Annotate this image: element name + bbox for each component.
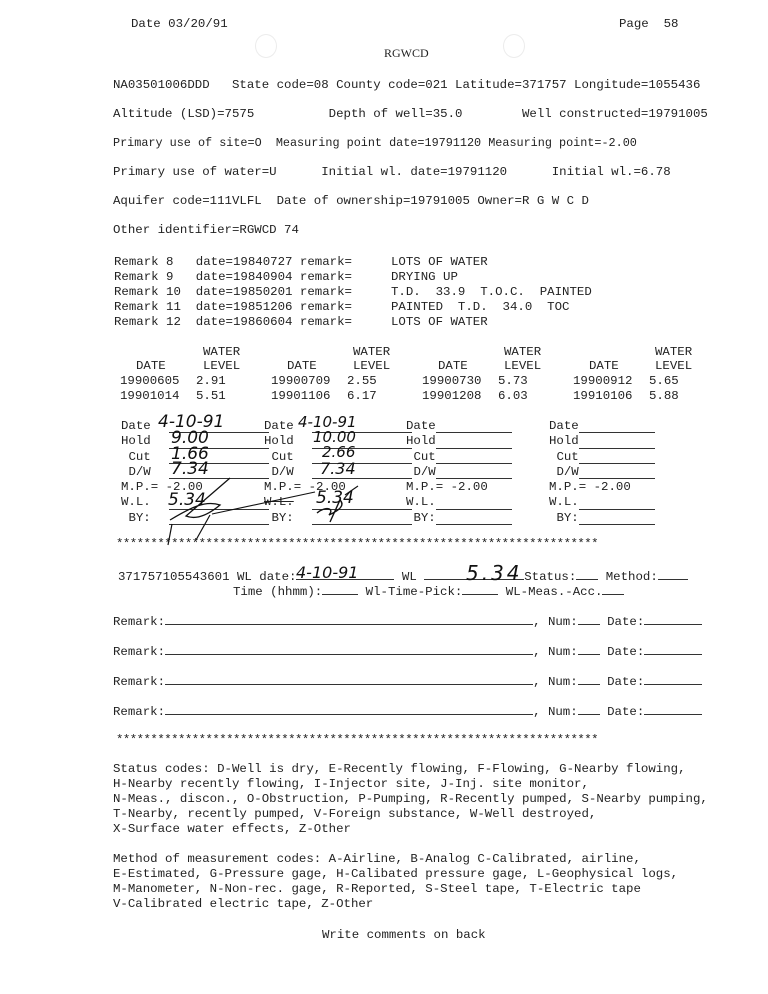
wl-label: W.L. <box>549 495 579 510</box>
dw-field[interactable] <box>436 478 512 479</box>
handwritten-wl: 5.34 <box>316 488 354 508</box>
num-field[interactable] <box>578 643 600 655</box>
time-pick-label: Wl-Time-Pick: <box>365 585 463 599</box>
site-line-1: NA03501006DDD State code=08 County code=021 Latitude=371757 Longitude=1055436 <box>113 78 701 92</box>
entry-line-2 <box>233 583 624 599</box>
remark-key: remark= <box>299 300 352 314</box>
date-label: Date: <box>607 615 645 629</box>
cut-label: Cut <box>556 449 579 464</box>
mp-label: M.P.= -2.00 <box>264 480 346 495</box>
date-field[interactable] <box>644 703 702 715</box>
col-header-water: WATER <box>504 345 542 359</box>
handwritten-cut: 2.66 <box>322 443 356 461</box>
handwritten-date: 4-10-91 <box>158 412 225 432</box>
wl-date: 19910106 <box>573 389 633 403</box>
measurement-box-3 <box>406 419 488 526</box>
wl-value: 5.73 <box>498 374 528 388</box>
num-field[interactable] <box>578 673 600 685</box>
wl-label: W.L. <box>406 495 436 510</box>
remark-key: remark= <box>299 285 352 299</box>
remark-form-label: Remark: <box>113 675 166 689</box>
hold-label: Hold <box>549 434 579 449</box>
remark-key: remark= <box>299 255 352 269</box>
wl-label: WL <box>401 570 417 584</box>
site-line-4: Primary use of water=U Initial wl. date=19791120 Initial wl.=6.78 <box>113 165 671 179</box>
measurement-box-4 <box>549 419 631 526</box>
wl-value: 5.65 <box>649 374 679 388</box>
print-date: Date 03/20/91 <box>131 17 228 31</box>
wl-value: 2.91 <box>196 374 226 388</box>
remark-label: Remark 11 <box>114 300 181 314</box>
col-header-water: WATER <box>655 345 693 359</box>
remark-field[interactable] <box>165 673 533 685</box>
method-label: Method: <box>605 570 658 584</box>
col-header-date: DATE <box>438 359 468 373</box>
cut-label: Cut <box>128 449 151 464</box>
date-field[interactable] <box>436 432 512 433</box>
remark-text: T.D. 33.9 T.O.C. PAINTED <box>391 285 592 299</box>
mp-label: M.P.= -2.00 <box>549 480 631 495</box>
hold-label: Hold <box>406 434 436 449</box>
wl-date: 19900709 <box>271 374 331 388</box>
wl-date: 19900912 <box>573 374 633 388</box>
date-field[interactable] <box>644 643 702 655</box>
by-label: BY: <box>413 510 436 525</box>
wl-field[interactable] <box>579 509 655 510</box>
date-field[interactable] <box>579 432 655 433</box>
status-codes-line: N-Meas., discon., O-Obstruction, P-Pumping, R-Recently pumped, S-Nearby pumping, <box>113 792 708 806</box>
wl-value: 5.88 <box>649 389 679 403</box>
mp-label: M.P.= -2.00 <box>121 480 203 495</box>
separator-line: ********************************************************************** <box>116 733 598 747</box>
page-number: Page 58 <box>619 17 679 31</box>
site-line-6: Other identifier=RGWCD 74 <box>113 223 299 237</box>
remark-text: LOTS OF WATER <box>391 255 488 269</box>
date-label: Date: <box>607 645 645 659</box>
handwritten-date: 4-10-91 <box>298 413 357 431</box>
remark-date: date=19851206 <box>195 300 293 314</box>
remark-label: Remark 12 <box>114 315 181 329</box>
remark-form-row: Remark: , Num: Date: <box>113 703 702 719</box>
handwritten-cut: 1.66 <box>171 444 209 464</box>
num-label: Num: <box>547 645 578 659</box>
hold-label: Hold <box>121 434 151 449</box>
method-codes-line: V-Calibrated electric tape, Z-Other <box>113 897 374 911</box>
dw-label: D/W <box>128 464 151 479</box>
remark-date: date=19860604 <box>195 315 293 329</box>
handwritten-wl-date: 4-10-91 <box>296 563 359 582</box>
wl-value: 6.17 <box>347 389 377 403</box>
wl-value: 5.51 <box>196 389 226 403</box>
wl-label: W.L. <box>264 495 294 510</box>
footer-note: Write comments on back <box>322 928 486 942</box>
remark-form-row: Remark: , Num: Date: <box>113 613 702 629</box>
col-header-date: DATE <box>287 359 317 373</box>
remark-row <box>114 270 352 284</box>
date-label: Date <box>406 419 436 433</box>
num-field[interactable] <box>578 613 600 625</box>
date-label: Date <box>121 419 151 433</box>
remark-label: Remark 9 <box>114 270 181 284</box>
remark-field[interactable] <box>165 613 533 625</box>
meas-acc-label: WL-Meas.-Acc. <box>505 585 603 599</box>
wl-date-label: WL date: <box>236 570 297 584</box>
wl-value: 2.55 <box>347 374 377 388</box>
by-field[interactable] <box>579 524 655 525</box>
by-label: BY: <box>271 510 294 525</box>
remark-row <box>114 255 352 269</box>
col-header-water: WATER <box>203 345 241 359</box>
remark-text: DRYING UP <box>391 270 458 284</box>
status-codes-line: H-Nearby recently flowing, I-Injector site, J-Inj. site monitor, <box>113 777 589 791</box>
cut-label: Cut <box>413 449 436 464</box>
site-line-5: Aquifer code=111VLFL Date of ownership=19791005 Owner=R G W C D <box>113 194 589 208</box>
remark-text: PAINTED T.D. 34.0 TOC <box>391 300 570 314</box>
remark-key: remark= <box>299 315 352 329</box>
num-field[interactable] <box>578 703 600 715</box>
remark-form-row: Remark: , Num: Date: <box>113 673 702 689</box>
col-header-date: DATE <box>589 359 619 373</box>
remark-label: Remark 8 <box>114 255 181 269</box>
date-label: Date: <box>607 705 645 719</box>
by-field[interactable] <box>169 524 269 525</box>
wl-field[interactable] <box>312 509 412 510</box>
handwritten-dw: 7.34 <box>320 459 356 478</box>
status-codes-line: X-Surface water effects, Z-Other <box>113 822 351 836</box>
by-field[interactable] <box>312 524 412 525</box>
col-header-date: DATE <box>136 359 166 373</box>
time-label: Time (hhmm): <box>233 585 323 599</box>
remark-text: LOTS OF WATER <box>391 315 488 329</box>
remark-field[interactable] <box>165 643 533 655</box>
site-line-2: Altitude (LSD)=7575 Depth of well=35.0 Well constructed=19791005 <box>113 107 708 121</box>
num-label: Num: <box>547 705 578 719</box>
wl-label: W.L. <box>121 495 151 510</box>
dw-field[interactable] <box>579 478 655 479</box>
date-field[interactable] <box>644 613 702 625</box>
site-line-3: Primary use of site=O Measuring point date=19791120 Measuring point=-2.00 <box>113 136 637 150</box>
hold-label: Hold <box>264 434 294 449</box>
hole-punch-right <box>503 34 525 58</box>
method-codes-line: Method of measurement codes: A-Airline, B-Analog C-Calibrated, airline, <box>113 852 641 866</box>
col-header-level: LEVEL <box>203 359 241 373</box>
remark-form-label: Remark: <box>113 645 166 659</box>
hole-punch-left <box>255 34 277 58</box>
remark-date: date=19840904 <box>195 270 293 284</box>
col-header-level: LEVEL <box>504 359 542 373</box>
cut-field[interactable] <box>579 463 655 464</box>
time-pick-field[interactable] <box>462 583 498 595</box>
method-codes-line: E-Estimated, G-Pressure gage, H-Calibated pressure gage, L-Geophysical logs, <box>113 867 679 881</box>
method-field[interactable] <box>658 568 688 580</box>
col-header-level: LEVEL <box>655 359 693 373</box>
remark-row <box>114 315 352 329</box>
date-label: Date: <box>607 675 645 689</box>
remark-label: Remark 10 <box>114 285 181 299</box>
date-field[interactable] <box>644 673 702 685</box>
cut-label: Cut <box>271 449 294 464</box>
wl-value: 6.03 <box>498 389 528 403</box>
site-id: 371757105543601 <box>118 570 230 584</box>
handwritten-dw: 7.34 <box>171 459 209 479</box>
time-field[interactable] <box>322 583 358 595</box>
wl-date: 19901014 <box>120 389 180 403</box>
col-header-water: WATER <box>353 345 391 359</box>
remark-key: remark= <box>299 270 352 284</box>
mp-label: M.P.= -2.00 <box>406 480 488 495</box>
hold-field[interactable] <box>579 448 655 449</box>
remark-row <box>114 285 352 299</box>
by-field[interactable] <box>436 524 512 525</box>
wl-date: 19901106 <box>271 389 331 403</box>
date-label: Date <box>549 419 579 433</box>
method-codes-line: M-Manometer, N-Non-rec. gage, R-Reported, S-Steel tape, T-Electric tape <box>113 882 641 896</box>
handwritten-wl-value: 5.34 <box>466 561 523 585</box>
dw-label: D/W <box>413 464 436 479</box>
num-label: Num: <box>547 675 578 689</box>
num-label: Num: <box>547 615 578 629</box>
wl-date: 19900605 <box>120 374 180 388</box>
dw-label: D/W <box>556 464 579 479</box>
handwritten-hold: 9.00 <box>171 428 209 448</box>
remark-form-label: Remark: <box>113 705 166 719</box>
remark-date: date=19850201 <box>195 285 293 299</box>
status-codes-line: Status codes: D-Well is dry, E-Recently flowing, F-Flowing, G-Nearby flowing, <box>113 762 686 776</box>
remark-row <box>114 300 352 314</box>
status-codes-line: T-Nearby, recently pumped, V-Foreign substance, W-Well destroyed, <box>113 807 597 821</box>
status-label: Status: <box>524 570 577 584</box>
status-field[interactable] <box>576 568 598 580</box>
by-label: BY: <box>128 510 151 525</box>
col-header-level: LEVEL <box>353 359 391 373</box>
remark-form-label: Remark: <box>113 615 166 629</box>
hold-field[interactable] <box>436 448 512 449</box>
cut-field[interactable] <box>436 463 512 464</box>
handwritten-wl: 5.34 <box>168 490 206 510</box>
date-label: Date <box>264 419 294 433</box>
wl-field[interactable] <box>436 509 512 510</box>
meas-acc-field[interactable] <box>602 583 624 595</box>
document-title: RGWCD <box>384 46 429 60</box>
remark-date: date=19840727 <box>195 255 293 269</box>
separator-line: ********************************************************************** <box>116 537 598 551</box>
handwritten-hold: 10.00 <box>313 428 356 446</box>
dw-field[interactable] <box>312 478 412 479</box>
dw-label: D/W <box>271 464 294 479</box>
remark-field[interactable] <box>165 703 533 715</box>
remark-form-row: Remark: , Num: Date: <box>113 643 702 659</box>
wl-date: 19900730 <box>422 374 482 388</box>
entry-line-1 <box>118 568 688 584</box>
by-label: BY: <box>556 510 579 525</box>
wl-date: 19901208 <box>422 389 482 403</box>
